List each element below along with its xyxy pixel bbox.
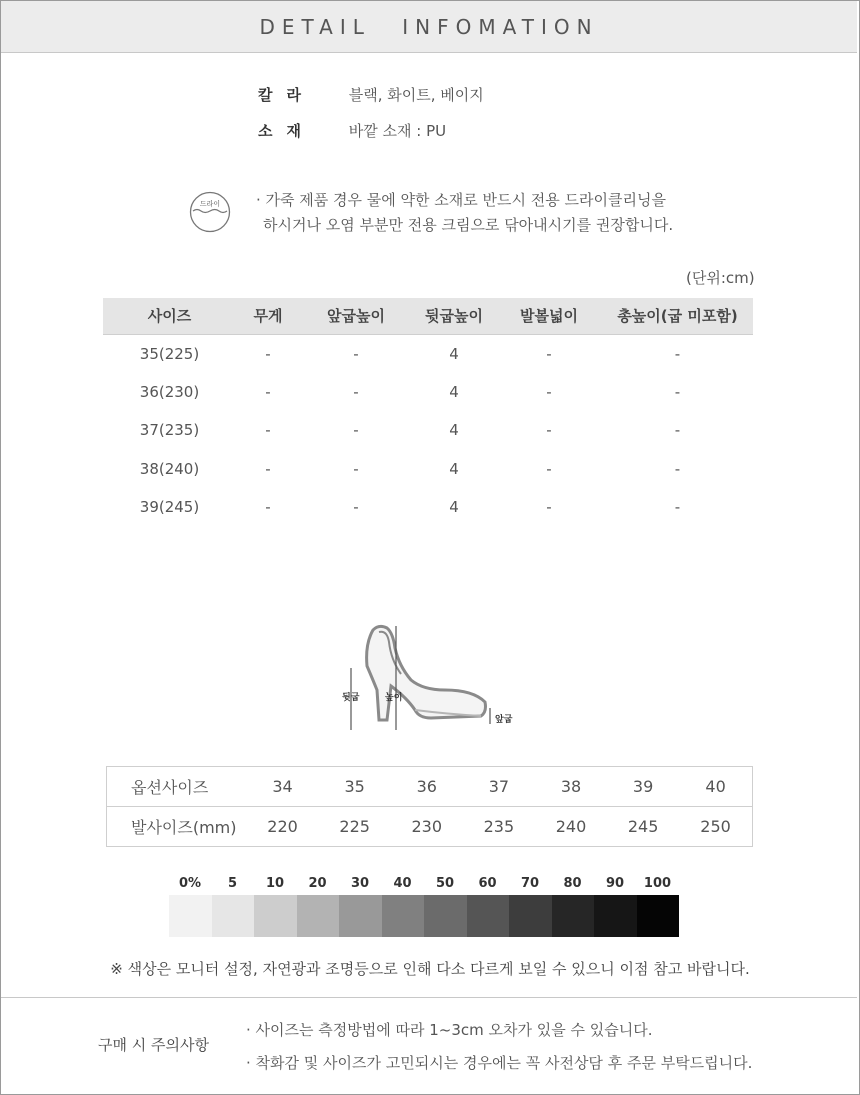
- shoe-diagram: [335, 620, 525, 738]
- material-label: 소재: [258, 122, 315, 140]
- size-table-cell: 35(225): [139, 344, 200, 363]
- gray-scale-swatches: [169, 895, 679, 937]
- size-table-cell: -: [353, 421, 359, 440]
- size-table-cell: 4: [449, 344, 459, 363]
- size-table-cell: -: [265, 382, 271, 401]
- gray-swatch: [594, 895, 637, 937]
- gray-scale-label: 40: [393, 876, 412, 891]
- option-size-value: 37: [463, 767, 535, 807]
- material-value: 바깥 소재 : PU: [348, 122, 447, 140]
- color-label: 칼라: [258, 86, 315, 104]
- size-table: [103, 298, 753, 527]
- size-table-cell: -: [546, 498, 552, 517]
- color-value: 블랙, 화이트, 베이지: [348, 86, 484, 104]
- size-table-cell: -: [265, 344, 271, 363]
- gray-scale-label: 30: [350, 876, 370, 891]
- foot-size-value: 225: [319, 807, 391, 847]
- size-table-cell: 4: [449, 498, 459, 517]
- size-table-cell: -: [674, 421, 681, 440]
- header-weight: 무게: [236, 298, 300, 334]
- divider: [1, 997, 857, 998]
- gray-scale-label: 100: [643, 876, 672, 891]
- gray-swatch: [509, 895, 552, 937]
- size-table-row: [103, 334, 753, 373]
- purchase-note-1: · 사이즈는 측정방법에 따라 1~3cm 오차가 있을 수 있습니다.: [246, 1021, 653, 1039]
- foot-size-label: 발사이즈(mm): [107, 807, 247, 847]
- size-table-cell: -: [353, 498, 359, 517]
- option-size-value: 38: [535, 767, 607, 807]
- gray-swatch: [424, 895, 467, 937]
- size-table-cell: -: [546, 421, 552, 440]
- purchase-caution-title: 구매 시 주의사항: [98, 1036, 209, 1054]
- size-table-cell: 4: [449, 382, 459, 401]
- gray-swatch: [637, 895, 680, 937]
- gray-scale-label: 10: [265, 876, 285, 891]
- foot-size-value: 235: [463, 807, 535, 847]
- foot-size-value: 230: [391, 807, 463, 847]
- option-size-value: 34: [247, 767, 319, 807]
- size-table-cell: -: [265, 459, 271, 478]
- gray-swatch: [467, 895, 510, 937]
- page-title: DETAIL INFOMATION: [259, 15, 599, 39]
- option-size-value: 35: [319, 767, 391, 807]
- size-table-cell: -: [353, 382, 359, 401]
- gray-swatch: [212, 895, 255, 937]
- gray-scale-label: 0%: [178, 876, 202, 891]
- gray-scale-chart: [169, 876, 679, 937]
- size-table-cell: -: [265, 421, 271, 440]
- gray-swatch: [297, 895, 340, 937]
- header-size: 사이즈: [103, 298, 236, 334]
- option-size-label: 옵션사이즈: [107, 767, 247, 807]
- foot-size-value: 250: [679, 807, 752, 847]
- dry-icon-text: 드라이: [199, 200, 221, 208]
- header-bar: [1, 1, 857, 53]
- foot-size-row: [107, 807, 753, 847]
- size-table-cell: 4: [449, 459, 459, 478]
- gray-scale-label: 50: [435, 876, 455, 891]
- option-size-table: [106, 766, 753, 847]
- care-instructions: [256, 188, 673, 238]
- material-row: [258, 120, 446, 141]
- gray-scale-label: 20: [308, 876, 327, 891]
- size-table-cell: -: [674, 498, 681, 517]
- foot-size-value: 245: [607, 807, 679, 847]
- size-table-cell: 4: [449, 421, 459, 440]
- option-size-value: 39: [607, 767, 679, 807]
- care-line-2: 하시거나 오염 부분만 전용 크림으로 닦아내시기를 권장합니다.: [263, 216, 674, 234]
- front-heel-label: 앞굽: [495, 715, 513, 725]
- size-table-row: [103, 488, 753, 527]
- header-front-heel: 앞굽높이: [300, 298, 412, 334]
- header-back-heel: 뒷굽높이: [412, 298, 496, 334]
- header-total-height: 총높이(굽 미포함): [602, 298, 753, 334]
- size-table-cell: -: [546, 344, 552, 363]
- size-table-cell: 36(230): [139, 382, 200, 401]
- gray-scale-labels: [169, 876, 679, 894]
- color-row: [258, 84, 484, 105]
- size-table-cell: -: [674, 459, 681, 478]
- gray-scale-label: 70: [520, 876, 540, 891]
- size-table-cell: -: [546, 382, 552, 401]
- option-size-value: 40: [679, 767, 752, 807]
- care-line-1: · 가죽 제품 경우 물에 약한 소재로 반드시 전용 드라이클리닝을: [256, 191, 666, 209]
- size-table-cell: -: [353, 344, 359, 363]
- gray-swatch: [382, 895, 425, 937]
- size-table-cell: 37(235): [139, 421, 200, 440]
- size-table-row: [103, 450, 753, 489]
- color-notice: ※ 색상은 모니터 설정, 자연광과 조명등으로 인해 다소 다르게 보일 수 있으니 이점 참고 바랍니다.: [110, 960, 750, 978]
- size-table-cell: -: [265, 498, 271, 517]
- back-heel-label: 뒷굽: [342, 693, 360, 703]
- size-table-cell: -: [674, 382, 681, 401]
- gray-swatch: [339, 895, 382, 937]
- header-foot-width: 발볼넓이: [496, 298, 602, 334]
- size-table-cell: 39(245): [139, 498, 200, 517]
- size-table-cell: -: [353, 459, 359, 478]
- size-table-cell: -: [674, 344, 681, 363]
- size-table-row: [103, 411, 753, 450]
- option-size-value: 36: [391, 767, 463, 807]
- height-label: 높이: [385, 693, 403, 703]
- size-table-cell: 38(240): [139, 459, 200, 478]
- purchase-note-2: · 착화감 및 사이즈가 고민되시는 경우에는 꼭 사전상담 후 주문 부탁드립니다.: [246, 1054, 753, 1072]
- gray-scale-label: 80: [563, 876, 582, 891]
- foot-size-value: 240: [535, 807, 607, 847]
- gray-scale-label: 5: [227, 876, 238, 891]
- unit-label: (단위:cm): [686, 269, 755, 287]
- size-table-cell: -: [546, 459, 552, 478]
- size-table-row: [103, 373, 753, 412]
- gray-swatch: [552, 895, 595, 937]
- size-table-header-row: [103, 298, 753, 334]
- option-size-row: [107, 767, 753, 807]
- foot-size-value: 220: [247, 807, 319, 847]
- gray-scale-label: 90: [605, 876, 625, 891]
- gray-scale-label: 60: [478, 876, 497, 891]
- dry-clean-icon: [189, 191, 231, 233]
- gray-swatch: [169, 895, 212, 937]
- gray-swatch: [254, 895, 297, 937]
